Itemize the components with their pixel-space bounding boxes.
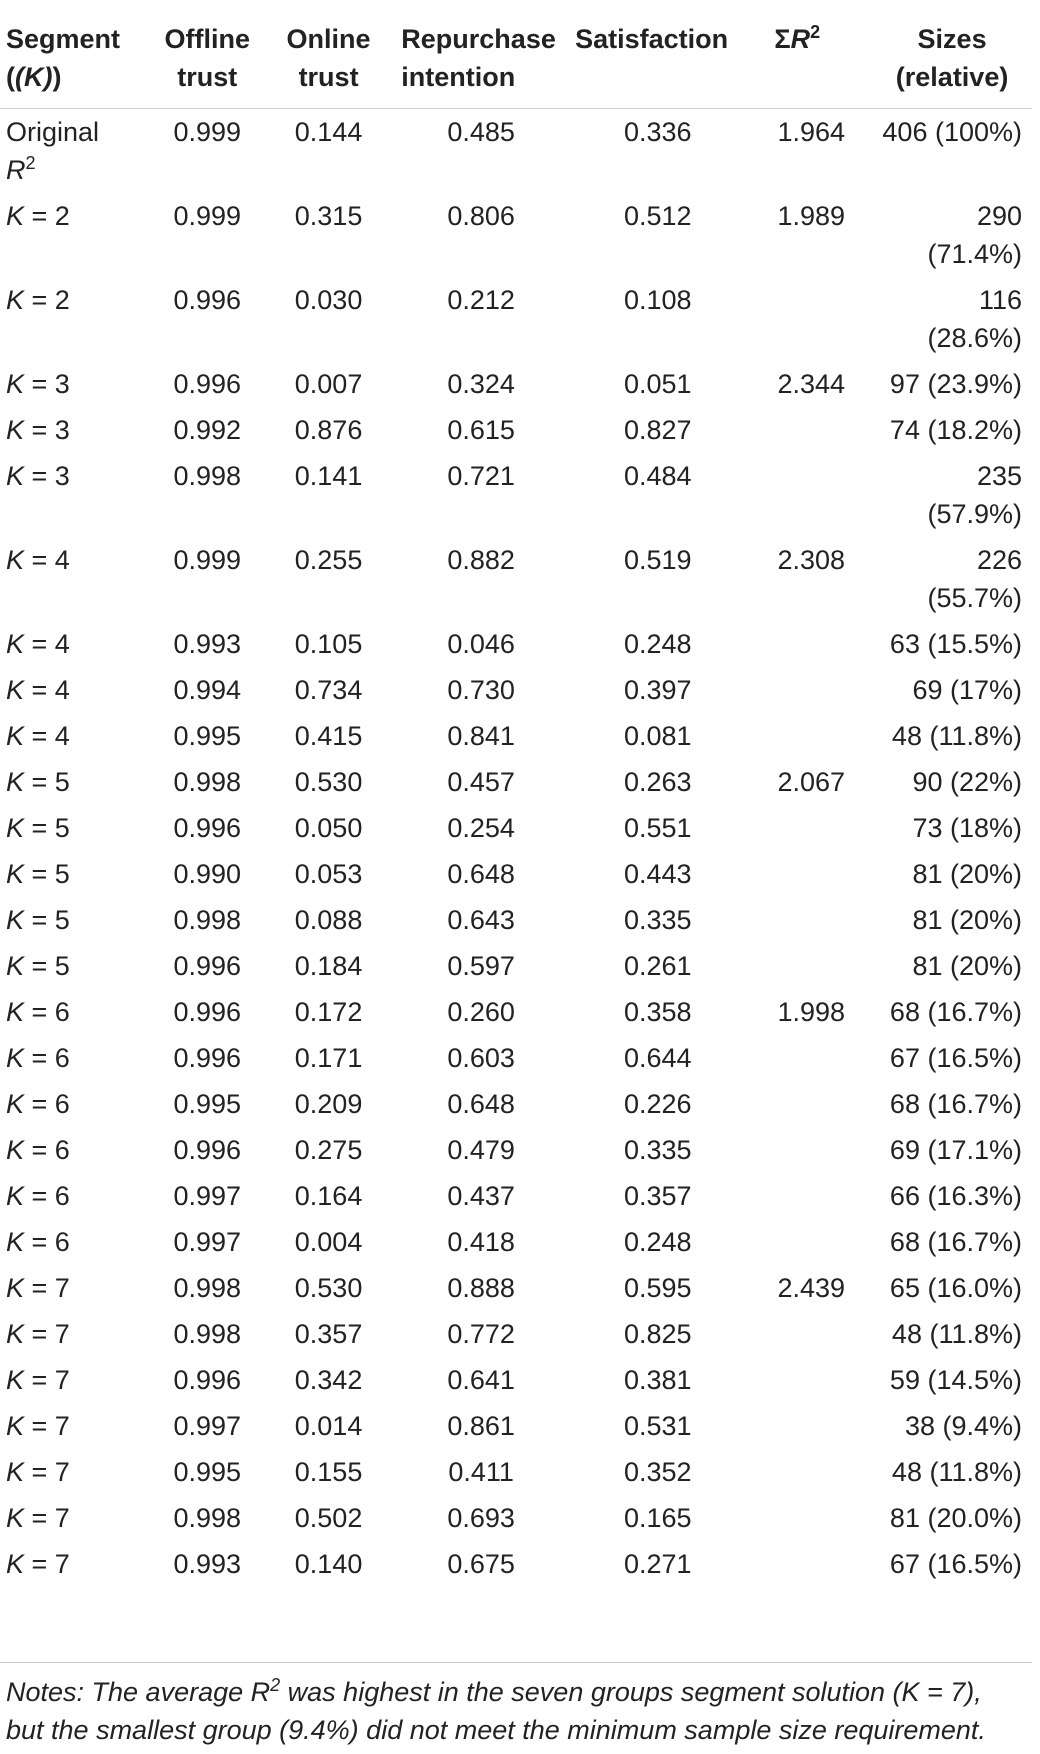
cell-sum-r2	[744, 851, 878, 897]
header-sum-r2: $\Sigma R^2$	[744, 12, 878, 109]
cell-size: 81 (20%)	[912, 951, 1022, 981]
cell-sum-r2: 2.067	[777, 767, 846, 797]
cell-repurchase-intention: 0.721	[447, 461, 515, 491]
cell-size: 406 (100%)	[882, 117, 1022, 147]
table-row-original	[0, 109, 1032, 194]
cell-satisfaction: 0.644	[623, 1043, 692, 1073]
cell-online-trust: 0.140	[294, 1549, 363, 1579]
cell-sum-r2	[744, 1127, 878, 1173]
cell-online-trust: 0.155	[294, 1457, 363, 1487]
cell-repurchase-intention: 0.457	[447, 767, 515, 797]
cell-repurchase-intention: 0.411	[448, 1457, 514, 1487]
cell-segment: K = 3	[6, 415, 70, 445]
cell-offline-trust: 0.996	[173, 1135, 242, 1165]
cell-repurchase-intention: 0.693	[447, 1503, 515, 1533]
cell-size: 81 (20%)	[912, 859, 1022, 889]
cell-online-trust: 0.088	[294, 905, 363, 935]
cell-online-trust: 0.502	[294, 1503, 363, 1533]
cell-segment: K = 6	[6, 1089, 70, 1119]
cell-segment: K = 7	[6, 1457, 70, 1487]
table-row	[0, 897, 1032, 943]
cell-online-trust: 0.053	[294, 859, 363, 889]
cell-satisfaction: 0.519	[623, 545, 692, 575]
cell-satisfaction: 0.248	[623, 1227, 692, 1257]
cell-size: 81 (20%)	[912, 905, 1022, 935]
cell-size: 68 (16.7%)	[889, 1089, 1022, 1119]
cell-repurchase-intention: 0.643	[447, 905, 515, 935]
cell-size: 59 (14.5%)	[889, 1365, 1022, 1395]
table-row	[0, 1357, 1032, 1403]
cell-satisfaction: 0.595	[623, 1273, 692, 1303]
cell-offline-trust: 0.995	[173, 721, 242, 751]
cell-offline-trust: 0.998	[173, 1503, 242, 1533]
cell-online-trust: 0.050	[294, 813, 363, 843]
cell-segment: K = 4	[6, 675, 70, 705]
cell-offline-trust: 0.996	[173, 997, 242, 1027]
cell-sum-r2	[744, 1449, 878, 1495]
cell-offline-trust: 0.998	[173, 461, 242, 491]
table-header-row	[0, 12, 1032, 109]
cell-segment: K = 5	[6, 767, 70, 797]
cell-repurchase-intention: 0.597	[447, 951, 515, 981]
cell-segment: K = 2	[6, 285, 70, 315]
cell-segment: K = 4	[6, 545, 70, 575]
cell-segment: K = 6	[6, 1181, 70, 1211]
cell-satisfaction: 0.165	[623, 1503, 692, 1533]
cell-size: 235 (57.9%)	[927, 461, 1022, 529]
cell-offline-trust: 0.997	[173, 1181, 242, 1211]
table-row	[0, 1219, 1032, 1265]
cell-size: 68 (16.7%)	[889, 997, 1022, 1027]
header-online-trust: Online trust	[266, 12, 391, 109]
cell-repurchase-intention: 0.324	[447, 369, 515, 399]
cell-segment: K = 3	[6, 461, 70, 491]
cell-size: 66 (16.3%)	[889, 1181, 1022, 1211]
table-row	[0, 1265, 1032, 1311]
cell-offline-trust: 0.998	[173, 767, 242, 797]
cell-sum-r2: 2.439	[777, 1273, 846, 1303]
cell-size: 38 (9.4%)	[904, 1411, 1022, 1441]
cell-satisfaction: 0.484	[623, 461, 692, 491]
cell-repurchase-intention: 0.648	[447, 1089, 515, 1119]
cell-size: 90 (22%)	[912, 767, 1022, 797]
cell-repurchase-intention: 0.648	[447, 859, 515, 889]
cell-size: 74 (18.2%)	[889, 415, 1022, 445]
cell-size: 67 (16.5%)	[889, 1043, 1022, 1073]
cell-sum-r2	[744, 1311, 878, 1357]
cell-online-trust: 0.141	[294, 461, 363, 491]
cell-sum-r2	[744, 805, 878, 851]
table-row	[0, 453, 1032, 537]
cell-sum-r2	[744, 621, 878, 667]
cell-size: 67 (16.5%)	[889, 1549, 1022, 1579]
cell-repurchase-intention: 0.260	[447, 997, 515, 1027]
cell-satisfaction: 0.335	[623, 1135, 692, 1165]
cell-size: 81 (20.0%)	[889, 1503, 1022, 1533]
cell-segment: K = 5	[6, 813, 70, 843]
cell-repurchase-intention: 0.046	[447, 629, 515, 659]
cell-sum-r2	[744, 453, 878, 537]
cell-sum-r2	[744, 407, 878, 453]
cell-repurchase-intention: 0.772	[447, 1319, 515, 1349]
cell-offline-trust: 0.998	[173, 1273, 242, 1303]
table-row	[0, 805, 1032, 851]
cell-online-trust: 0.014	[294, 1411, 363, 1441]
cell-size: 97 (23.9%)	[889, 369, 1022, 399]
cell-satisfaction: 0.051	[623, 369, 692, 399]
cell-segment: K = 6	[6, 1135, 70, 1165]
cell-satisfaction: 0.263	[623, 767, 692, 797]
header-offline-trust: Offline trust	[149, 12, 266, 109]
cell-repurchase-intention: 0.882	[447, 545, 515, 575]
cell-online-trust: 0.164	[294, 1181, 363, 1211]
cell-satisfaction: 0.271	[623, 1549, 692, 1579]
cell-sum-r2: 1.964	[777, 117, 846, 147]
table-row	[0, 1311, 1032, 1357]
cell-satisfaction: 0.512	[623, 201, 692, 231]
cell-repurchase-intention: 0.437	[447, 1181, 515, 1211]
cell-sum-r2	[744, 713, 878, 759]
cell-satisfaction: 0.261	[623, 951, 692, 981]
cell-offline-trust: 0.992	[173, 415, 242, 445]
cell-repurchase-intention: 0.641	[447, 1365, 515, 1395]
cell-repurchase-intention: 0.888	[447, 1273, 515, 1303]
cell-repurchase-intention: 0.841	[447, 721, 515, 751]
cell-segment: K = 5	[6, 859, 70, 889]
cell-sum-r2	[744, 897, 878, 943]
cell-segment: K = 2	[6, 201, 70, 231]
cell-repurchase-intention: 0.485	[447, 117, 515, 147]
cell-size: 63 (15.5%)	[889, 629, 1022, 659]
cell-satisfaction: 0.358	[623, 997, 692, 1027]
cell-segment: K = 6	[6, 1043, 70, 1073]
cell-offline-trust: 0.996	[173, 369, 242, 399]
table-row	[0, 1449, 1032, 1495]
cell-size: 226 (55.7%)	[927, 545, 1022, 613]
cell-offline-trust: 0.999	[173, 201, 242, 231]
table-row	[0, 759, 1032, 805]
cell-segment: K = 3	[6, 369, 70, 399]
cell-offline-trust: 0.994	[173, 675, 242, 705]
cell-segment: K = 5	[6, 951, 70, 981]
cell-satisfaction: 0.825	[623, 1319, 692, 1349]
cell-repurchase-intention: 0.861	[447, 1411, 515, 1441]
cell-segment: K = 4	[6, 721, 70, 751]
cell-offline-trust: 0.999	[173, 117, 242, 147]
cell-offline-trust: 0.993	[173, 1549, 242, 1579]
cell-repurchase-intention: 0.675	[447, 1549, 515, 1579]
cell-segment: K = 7	[6, 1549, 70, 1579]
cell-offline-trust: 0.996	[173, 951, 242, 981]
cell-size: 73 (18%)	[912, 813, 1022, 843]
cell-offline-trust: 0.996	[173, 813, 242, 843]
cell-size: 69 (17.1%)	[889, 1135, 1022, 1165]
cell-offline-trust: 0.998	[173, 905, 242, 935]
cell-repurchase-intention: 0.603	[447, 1043, 515, 1073]
cell-sum-r2	[744, 1541, 878, 1587]
cell-segment: K = 4	[6, 629, 70, 659]
cell-offline-trust: 0.997	[173, 1411, 242, 1441]
cell-offline-trust: 0.996	[173, 1365, 242, 1395]
cell-sum-r2	[744, 943, 878, 989]
cell-online-trust: 0.734	[294, 675, 363, 705]
cell-online-trust: 0.144	[294, 117, 363, 147]
cell-size: 68 (16.7%)	[889, 1227, 1022, 1257]
cell-satisfaction: 0.551	[623, 813, 692, 843]
cell-sum-r2	[744, 1357, 878, 1403]
cell-offline-trust: 0.999	[173, 545, 242, 575]
cell-satisfaction: 0.531	[623, 1411, 692, 1441]
header-segment: Segment ((K))	[0, 12, 149, 109]
cell-segment: Original $R^2$	[6, 117, 100, 185]
header-repurchase-intention: Repurchase intention	[391, 12, 571, 109]
table-row	[0, 851, 1032, 897]
cell-online-trust: 0.876	[294, 415, 363, 445]
cell-sum-r2	[744, 1403, 878, 1449]
cell-online-trust: 0.030	[294, 285, 363, 315]
cell-online-trust: 0.530	[294, 767, 363, 797]
cell-offline-trust: 0.996	[173, 1043, 242, 1073]
cell-satisfaction: 0.443	[623, 859, 692, 889]
cell-online-trust: 0.342	[294, 1365, 363, 1395]
cell-segment: K = 7	[6, 1411, 70, 1441]
cell-sum-r2	[744, 277, 878, 361]
cell-online-trust: 0.105	[294, 629, 363, 659]
cell-repurchase-intention: 0.254	[447, 813, 515, 843]
table-row	[0, 537, 1032, 621]
cell-online-trust: 0.275	[294, 1135, 363, 1165]
cell-sum-r2	[744, 1035, 878, 1081]
table-row	[0, 1495, 1032, 1541]
cell-sum-r2: 1.998	[777, 997, 846, 1027]
cell-online-trust: 0.184	[294, 951, 363, 981]
cell-size: 116 (28.6%)	[927, 285, 1022, 353]
cell-size: 65 (16.0%)	[889, 1273, 1022, 1303]
cell-size: 48 (11.8%)	[891, 1319, 1022, 1349]
cell-segment: K = 7	[6, 1273, 70, 1303]
cell-sum-r2	[744, 1173, 878, 1219]
cell-segment: K = 7	[6, 1319, 70, 1349]
cell-offline-trust: 0.996	[173, 285, 242, 315]
table-row	[0, 277, 1032, 361]
cell-online-trust: 0.171	[294, 1043, 363, 1073]
cell-sum-r2: 1.989	[777, 201, 846, 231]
table-row	[0, 1081, 1032, 1127]
cell-online-trust: 0.530	[294, 1273, 363, 1303]
cell-repurchase-intention: 0.212	[447, 285, 515, 315]
cell-online-trust: 0.315	[294, 201, 363, 231]
cell-sum-r2	[744, 1219, 878, 1265]
cell-online-trust: 0.255	[294, 545, 363, 575]
segment-table	[0, 12, 1032, 1587]
cell-satisfaction: 0.335	[623, 905, 692, 935]
cell-size: 69 (17%)	[912, 675, 1022, 705]
table-row	[0, 361, 1032, 407]
cell-repurchase-intention: 0.479	[447, 1135, 515, 1165]
cell-offline-trust: 0.997	[173, 1227, 242, 1257]
table-row	[0, 1127, 1032, 1173]
cell-size: 48 (11.8%)	[891, 721, 1022, 751]
cell-repurchase-intention: 0.806	[447, 201, 515, 231]
cell-size: 48 (11.8%)	[891, 1457, 1022, 1487]
table-row	[0, 667, 1032, 713]
cell-satisfaction: 0.357	[623, 1181, 692, 1211]
cell-satisfaction: 0.108	[623, 285, 692, 315]
cell-segment: K = 6	[6, 1227, 70, 1257]
cell-segment: K = 7	[6, 1503, 70, 1533]
cell-segment: K = 7	[6, 1365, 70, 1395]
cell-offline-trust: 0.993	[173, 629, 242, 659]
table-notes: Notes: The average $R^2$ was highest in the seven groups segment solution (K = 7), but the smallest group (9.4%) did not meet the minimum sample size requirement.	[0, 1662, 1032, 1749]
cell-online-trust: 0.004	[294, 1227, 363, 1257]
table-row	[0, 1173, 1032, 1219]
cell-sum-r2	[744, 1495, 878, 1541]
header-satisfaction: Satisfaction	[571, 12, 744, 109]
cell-offline-trust: 0.990	[173, 859, 242, 889]
table-row	[0, 407, 1032, 453]
cell-satisfaction: 0.827	[623, 415, 692, 445]
cell-satisfaction: 0.352	[623, 1457, 692, 1487]
cell-satisfaction: 0.381	[623, 1365, 692, 1395]
cell-sum-r2: 2.308	[777, 545, 846, 575]
cell-satisfaction: 0.397	[623, 675, 692, 705]
cell-repurchase-intention: 0.730	[447, 675, 515, 705]
cell-offline-trust: 0.995	[173, 1089, 242, 1119]
cell-sum-r2	[744, 667, 878, 713]
cell-online-trust: 0.357	[294, 1319, 363, 1349]
header-sizes: Sizes (relative)	[878, 12, 1032, 109]
cell-size: 290 (71.4%)	[927, 201, 1022, 269]
table-row	[0, 943, 1032, 989]
table-row	[0, 1035, 1032, 1081]
cell-online-trust: 0.209	[294, 1089, 363, 1119]
cell-online-trust: 0.007	[294, 369, 363, 399]
cell-segment: K = 5	[6, 905, 70, 935]
cell-sum-r2	[744, 1081, 878, 1127]
cell-satisfaction: 0.081	[623, 721, 692, 751]
table-row	[0, 1403, 1032, 1449]
cell-offline-trust: 0.998	[173, 1319, 242, 1349]
cell-online-trust: 0.172	[294, 997, 363, 1027]
cell-satisfaction: 0.248	[623, 629, 692, 659]
table-row	[0, 1541, 1032, 1587]
cell-segment: K = 6	[6, 997, 70, 1027]
cell-satisfaction: 0.226	[623, 1089, 692, 1119]
table-row	[0, 713, 1032, 759]
cell-online-trust: 0.415	[294, 721, 363, 751]
cell-offline-trust: 0.995	[173, 1457, 242, 1487]
cell-repurchase-intention: 0.615	[447, 415, 515, 445]
cell-sum-r2: 2.344	[777, 369, 846, 399]
table-row	[0, 621, 1032, 667]
table-row	[0, 193, 1032, 277]
table-row	[0, 989, 1032, 1035]
cell-repurchase-intention: 0.418	[447, 1227, 515, 1257]
cell-satisfaction: 0.336	[623, 117, 692, 147]
